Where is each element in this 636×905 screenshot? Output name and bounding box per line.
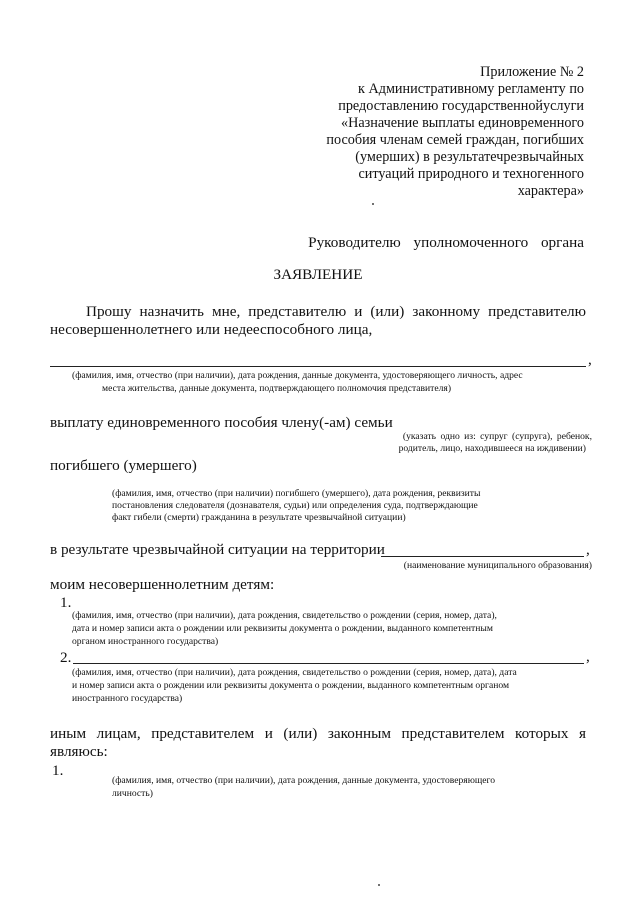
annex-line: Приложение № 2 <box>480 64 584 80</box>
child-2-hint-3: иностранного государства) <box>72 693 183 704</box>
addressee: Руководителю уполномоченного органа <box>308 234 584 251</box>
annex-line: предоставлению государственнойуслуги <box>338 98 584 114</box>
child-2-hint-1: (фамилия, имя, отчество (при наличии), дата рождения, свидетельство о рождении (серия, номер, дата), дата <box>72 667 517 678</box>
others-line-2: являюсь: <box>50 743 108 760</box>
annex-header <box>326 64 584 200</box>
child-2-number: 2. <box>60 649 72 666</box>
child-2-input-line[interactable] <box>73 663 584 664</box>
child-2-hint-2: и номер записи акта о рождении или реквизиты документа о рождении, выданного компетентным органом <box>72 680 510 691</box>
intro-line-2: несовершеннолетнего или недееспособного лица, <box>50 321 373 338</box>
annex-line: (умерших) в результатечрезвычайных <box>355 149 584 165</box>
deceased-hint-2: постановления следователя (дознавателя, судьи) или определения суда, подтверждающие <box>112 500 478 511</box>
other-1-number: 1. <box>52 762 64 779</box>
child-1-hint-1: (фамилия, имя, отчество (при наличии), дата рождения, свидетельство о рождении (серия, номер, дата), <box>72 610 497 621</box>
payment-text: выплату единовременного пособия члену(-ам) семьи <box>50 414 393 431</box>
territory-comma: , <box>586 541 590 558</box>
territory-text: в результате чрезвычайной ситуации на территории <box>50 541 385 558</box>
other-1-hint-2: личность) <box>112 788 153 799</box>
scan-speck <box>372 203 374 205</box>
annex-line: «Назначение выплаты единовременного <box>341 115 584 131</box>
territory-hint: (наименование муниципального образования) <box>403 560 592 571</box>
applicant-input-line[interactable] <box>50 366 586 367</box>
deceased-hint-3: факт гибели (смерти) гражданина в результате чрезвычайной ситуации) <box>112 512 406 523</box>
payment-hint-2: родитель, лицо, находившееся на иждивении) <box>398 443 586 454</box>
annex-line: характера» <box>517 183 584 199</box>
child-1-number: 1. <box>60 594 72 611</box>
child-1-hint-3: органом иностранного государства) <box>72 636 219 647</box>
applicant-comma: , <box>588 351 592 368</box>
annex-line: к Административному регламенту по <box>358 81 584 97</box>
child-1-hint-2: дата и номер записи акта о рождении или реквизиты документа о рождении, выданного компетентным <box>72 623 493 634</box>
deceased-text: погибшего (умершего) <box>50 457 197 474</box>
child-2-comma: , <box>586 648 590 665</box>
annex-line: пособия членам семей граждан, погибших <box>326 132 584 148</box>
annex-line: ситуаций природного и техногенного <box>358 166 584 182</box>
scan-speck <box>378 884 380 886</box>
deceased-hint-1: (фамилия, имя, отчество (при наличии) погибшего (умершего), дата рождения, реквизиты <box>112 488 481 499</box>
document-title: ЗАЯВЛЕНИЕ <box>273 266 363 283</box>
payment-hint-1: (указать одно из: супруг (супруга), ребенок, <box>402 431 592 442</box>
territory-input-line[interactable] <box>381 556 584 557</box>
other-1-hint-1: (фамилия, имя, отчество (при наличии), дата рождения, данные документа, удостоверяющего <box>112 775 496 786</box>
intro-line-1: Прошу назначить мне, представителю и (или) законному представителю <box>86 303 586 320</box>
others-line-1: иным лицам, представителем и (или) законным представителем которых я <box>50 725 586 742</box>
children-title: моим несовершеннолетним детям: <box>50 576 275 593</box>
applicant-hint-2: места жительства, данные документа, подтверждающего полномочия представителя) <box>102 383 452 394</box>
applicant-hint-1: (фамилия, имя, отчество (при наличии), дата рождения, данные документа, удостоверяющего личность, адрес <box>72 370 523 381</box>
